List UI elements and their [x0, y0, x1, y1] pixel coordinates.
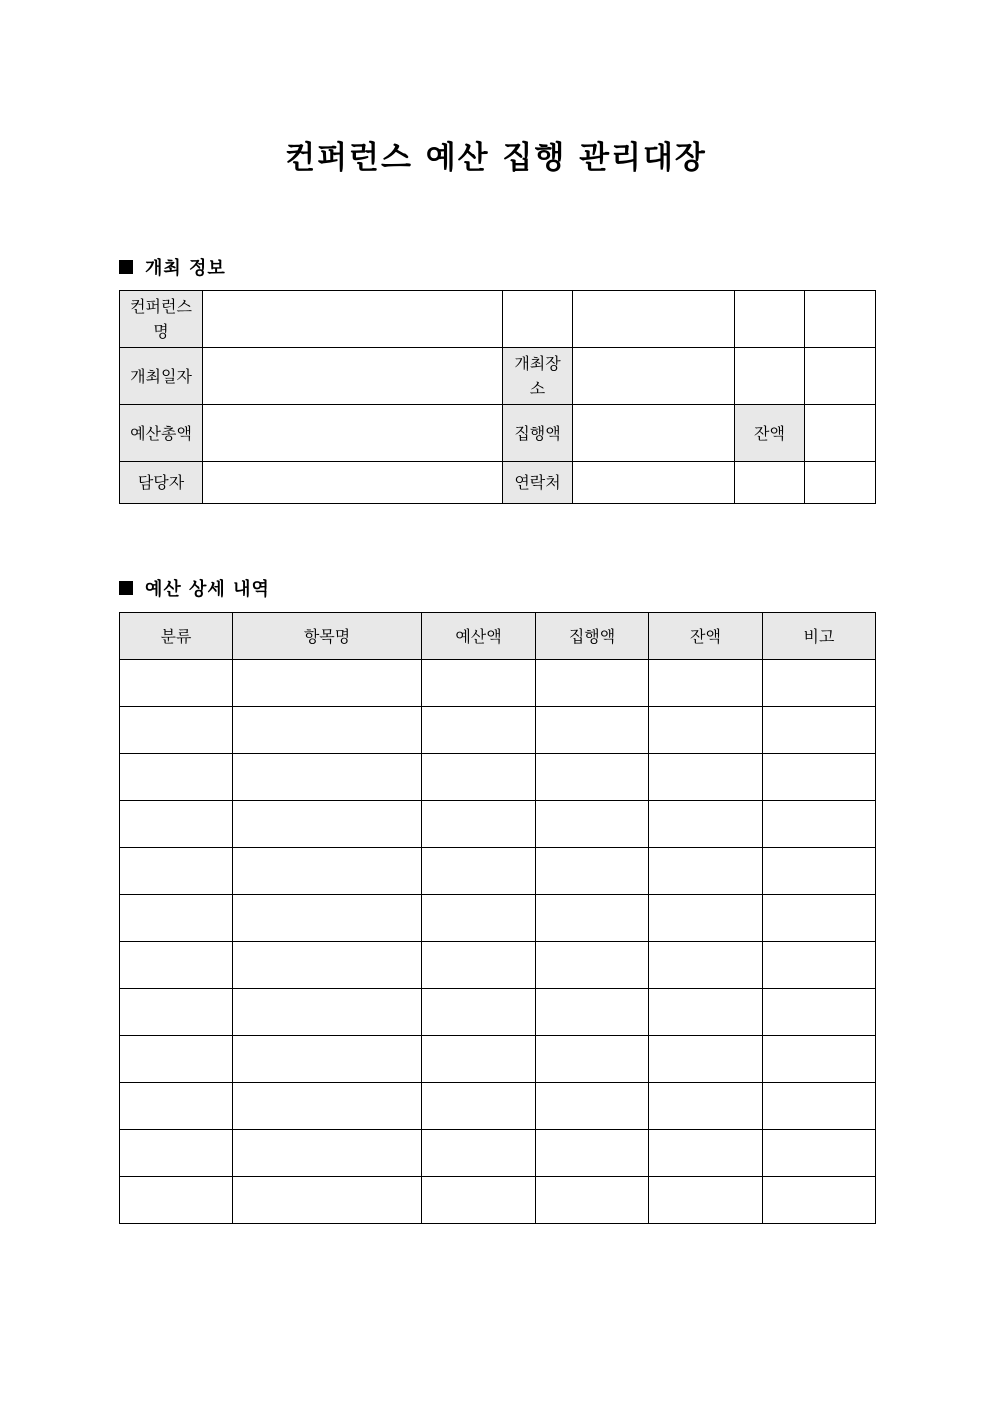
balance-cell[interactable]: [649, 1083, 763, 1130]
date-field[interactable]: [203, 348, 503, 405]
balance-cell[interactable]: [649, 989, 763, 1036]
budget-cell[interactable]: [422, 754, 536, 801]
balance-field[interactable]: [805, 405, 876, 462]
table-row: [120, 754, 876, 801]
budget-cell[interactable]: [422, 707, 536, 754]
item-name-cell[interactable]: [233, 707, 422, 754]
empty-cell: [503, 291, 573, 348]
note-cell[interactable]: [763, 754, 876, 801]
budget-cell[interactable]: [422, 1083, 536, 1130]
table-row: [120, 1130, 876, 1177]
table-row: [120, 291, 876, 348]
budget-cell[interactable]: [422, 1177, 536, 1224]
budget-cell[interactable]: [422, 801, 536, 848]
balance-cell[interactable]: [649, 848, 763, 895]
executed-cell[interactable]: [536, 942, 649, 989]
item-name-cell[interactable]: [233, 1177, 422, 1224]
category-cell[interactable]: [120, 801, 233, 848]
conference-name-field[interactable]: [203, 291, 503, 348]
empty-cell: [735, 348, 805, 405]
section-heading-detail: [119, 575, 270, 601]
label-venue: 개최장소: [503, 348, 573, 405]
empty-cell: [735, 291, 805, 348]
table-row: [120, 405, 876, 462]
executed-cell[interactable]: [536, 989, 649, 1036]
item-name-cell[interactable]: [233, 1036, 422, 1083]
budget-cell[interactable]: [422, 895, 536, 942]
item-name-cell[interactable]: [233, 989, 422, 1036]
section-heading-label: 개최 정보: [145, 258, 226, 279]
column-header-item-name: 항목명: [233, 613, 422, 660]
budget-cell[interactable]: [422, 660, 536, 707]
balance-cell[interactable]: [649, 895, 763, 942]
category-cell[interactable]: [120, 848, 233, 895]
category-cell[interactable]: [120, 754, 233, 801]
note-cell[interactable]: [763, 1083, 876, 1130]
info-table: [119, 290, 876, 504]
label-manager: 담당자: [120, 462, 203, 504]
empty-cell: [735, 462, 805, 504]
empty-cell: [573, 291, 735, 348]
section-heading-label: 예산 상세 내역: [145, 579, 270, 600]
column-header-budget: 예산액: [422, 613, 536, 660]
venue-field[interactable]: [573, 348, 735, 405]
table-row: [120, 801, 876, 848]
balance-cell[interactable]: [649, 1130, 763, 1177]
column-header-category: 분류: [120, 613, 233, 660]
item-name-cell[interactable]: [233, 1083, 422, 1130]
category-cell[interactable]: [120, 1083, 233, 1130]
executed-cell[interactable]: [536, 1083, 649, 1130]
item-name-cell[interactable]: [233, 660, 422, 707]
executed-cell[interactable]: [536, 707, 649, 754]
category-cell[interactable]: [120, 660, 233, 707]
item-name-cell[interactable]: [233, 942, 422, 989]
category-cell[interactable]: [120, 1036, 233, 1083]
budget-cell[interactable]: [422, 1130, 536, 1177]
item-name-cell[interactable]: [233, 754, 422, 801]
empty-cell: [805, 291, 876, 348]
balance-cell[interactable]: [649, 801, 763, 848]
budget-cell[interactable]: [422, 989, 536, 1036]
budget-detail-table: [119, 612, 876, 1224]
label-date: 개최일자: [120, 348, 203, 405]
executed-cell[interactable]: [536, 801, 649, 848]
label-balance: 잔액: [735, 405, 805, 462]
executed-cell[interactable]: [536, 754, 649, 801]
label-executed-amount: 집행액: [503, 405, 573, 462]
category-cell[interactable]: [120, 895, 233, 942]
balance-cell[interactable]: [649, 942, 763, 989]
square-bullet-icon: [119, 260, 133, 274]
label-conference-name: 컨퍼런스명: [120, 291, 203, 348]
empty-cell: [805, 462, 876, 504]
balance-cell[interactable]: [649, 660, 763, 707]
balance-cell[interactable]: [649, 707, 763, 754]
budget-cell[interactable]: [422, 848, 536, 895]
note-cell[interactable]: [763, 1177, 876, 1224]
table-body: [120, 660, 876, 1224]
contact-field[interactable]: [573, 462, 735, 504]
section-heading-info: [119, 254, 226, 280]
category-cell[interactable]: [120, 707, 233, 754]
executed-cell[interactable]: [536, 660, 649, 707]
item-name-cell[interactable]: [233, 848, 422, 895]
category-cell[interactable]: [120, 989, 233, 1036]
note-cell[interactable]: [763, 1036, 876, 1083]
executed-cell[interactable]: [536, 1177, 649, 1224]
table-row: [120, 462, 876, 504]
table-row: [120, 348, 876, 405]
category-cell[interactable]: [120, 1177, 233, 1224]
note-cell[interactable]: [763, 942, 876, 989]
table-row: [120, 1177, 876, 1224]
balance-cell[interactable]: [649, 1036, 763, 1083]
table-row: [120, 895, 876, 942]
category-cell[interactable]: [120, 1130, 233, 1177]
manager-field[interactable]: [203, 462, 503, 504]
table-row: [120, 1083, 876, 1130]
note-cell[interactable]: [763, 1130, 876, 1177]
executed-cell[interactable]: [536, 895, 649, 942]
item-name-cell[interactable]: [233, 1130, 422, 1177]
budget-cell[interactable]: [422, 1036, 536, 1083]
executed-cell[interactable]: [536, 1130, 649, 1177]
column-header-balance: 잔액: [649, 613, 763, 660]
label-contact: 연락처: [503, 462, 573, 504]
table-header-row: [120, 613, 876, 660]
note-cell[interactable]: [763, 989, 876, 1036]
balance-cell[interactable]: [649, 1177, 763, 1224]
column-header-executed: 집행액: [536, 613, 649, 660]
category-cell[interactable]: [120, 942, 233, 989]
budget-cell[interactable]: [422, 942, 536, 989]
note-cell[interactable]: [763, 707, 876, 754]
label-total-budget: 예산총액: [120, 405, 203, 462]
table-row: [120, 660, 876, 707]
table-row: [120, 707, 876, 754]
table-row: [120, 942, 876, 989]
square-bullet-icon: [119, 581, 133, 595]
note-cell[interactable]: [763, 848, 876, 895]
executed-amount-field[interactable]: [573, 405, 735, 462]
item-name-cell[interactable]: [233, 801, 422, 848]
table-row: [120, 989, 876, 1036]
executed-cell[interactable]: [536, 848, 649, 895]
column-header-note: 비고: [763, 613, 876, 660]
note-cell[interactable]: [763, 660, 876, 707]
executed-cell[interactable]: [536, 1036, 649, 1083]
table-row: [120, 848, 876, 895]
note-cell[interactable]: [763, 895, 876, 942]
item-name-cell[interactable]: [233, 895, 422, 942]
page-title: 컨퍼런스 예산 집행 관리대장: [285, 140, 707, 176]
total-budget-field[interactable]: [203, 405, 503, 462]
table-row: [120, 1036, 876, 1083]
empty-cell: [805, 348, 876, 405]
note-cell[interactable]: [763, 801, 876, 848]
balance-cell[interactable]: [649, 754, 763, 801]
